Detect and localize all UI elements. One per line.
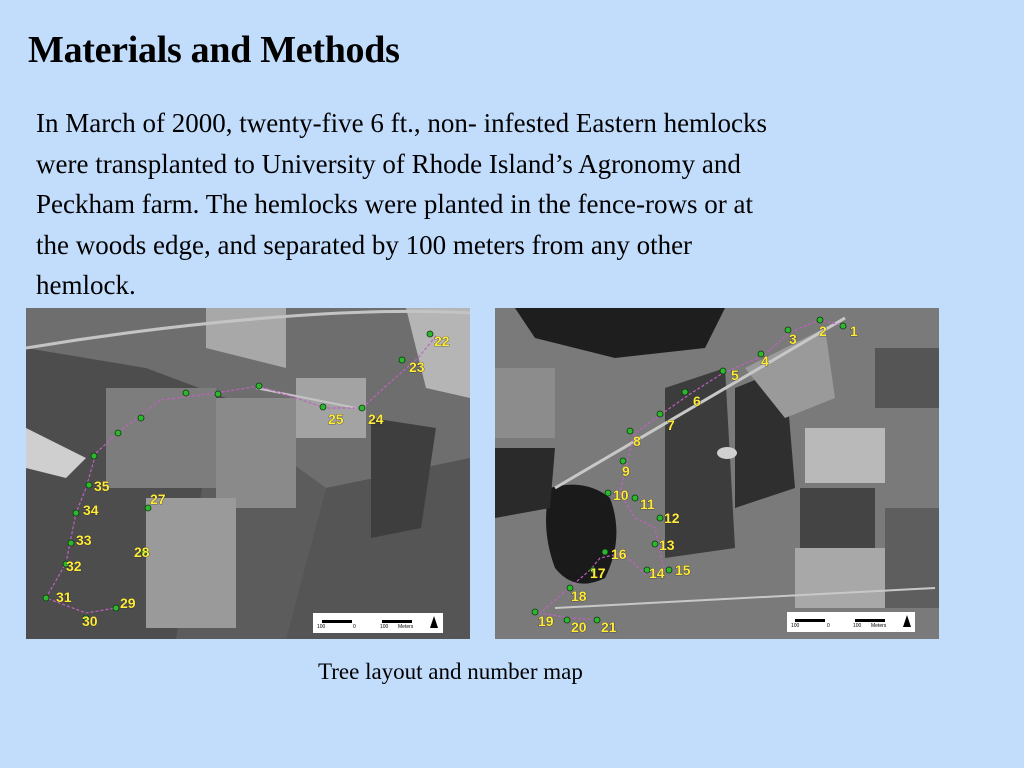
aerial-map-left-image xyxy=(26,308,470,639)
tree-label: 33 xyxy=(76,532,92,548)
scale-label: 100 xyxy=(380,624,389,630)
tree-label: 8 xyxy=(633,433,641,449)
tree-label: 17 xyxy=(590,565,606,581)
scale-label: 0 xyxy=(353,624,356,630)
tree-label: 25 xyxy=(328,411,344,427)
tree-label: 3 xyxy=(789,331,797,347)
slide-paragraph: In March of 2000, twenty-five 6 ft., non- infested Eastern hemlocks were transplanted to University of Rhode Island’s Agronomy and Peckham farm. The hemlocks were planted in the fence-rows or at the woods edge, and separated by 100 meters from any other hemlock. xyxy=(36,108,768,300)
tree-label: 5 xyxy=(731,367,739,383)
figure-caption: Tree layout and number map xyxy=(318,659,583,684)
tree-label: 9 xyxy=(622,463,630,479)
aerial-map-right xyxy=(495,308,939,639)
tree-label: 11 xyxy=(640,496,655,512)
scale-label: 100 xyxy=(853,623,862,629)
tree-label: 22 xyxy=(434,333,450,349)
scale-label: 0 xyxy=(827,623,830,629)
tree-label: 31 xyxy=(56,589,72,605)
tree-label: 7 xyxy=(667,417,675,433)
tree-label: 16 xyxy=(611,546,627,562)
aerial-map-right-image xyxy=(495,308,939,639)
slide-title: Materials and Methods xyxy=(28,29,400,71)
tree-label: 18 xyxy=(571,588,587,604)
scale-label: Meters xyxy=(871,623,887,629)
tree-label: 35 xyxy=(94,478,110,494)
tree-label: 6 xyxy=(693,393,701,409)
tree-label: 15 xyxy=(675,562,691,578)
tree-label: 2 xyxy=(819,323,827,339)
tree-label: 29 xyxy=(120,595,136,611)
tree-label: 14 xyxy=(649,565,665,581)
scale-label: Meters xyxy=(398,624,414,630)
tree-label: 24 xyxy=(368,411,384,427)
tree-label: 10 xyxy=(613,487,629,503)
tree-label: 30 xyxy=(82,613,98,629)
tree-label: 27 xyxy=(150,491,166,507)
tree-label: 32 xyxy=(66,558,82,574)
aerial-map-left xyxy=(26,308,470,639)
tree-label: 13 xyxy=(659,537,675,553)
tree-label: 23 xyxy=(409,359,425,375)
tree-label: 4 xyxy=(761,353,769,369)
scale-label: 100 xyxy=(791,623,800,629)
tree-label: 19 xyxy=(538,613,554,629)
tree-label: 34 xyxy=(83,502,99,518)
tree-label: 28 xyxy=(134,544,150,560)
scale-label: 100 xyxy=(317,624,326,630)
tree-label: 20 xyxy=(571,619,587,635)
tree-label: 12 xyxy=(664,510,680,526)
tree-label: 1 xyxy=(850,323,858,339)
tree-label: 21 xyxy=(601,619,617,635)
